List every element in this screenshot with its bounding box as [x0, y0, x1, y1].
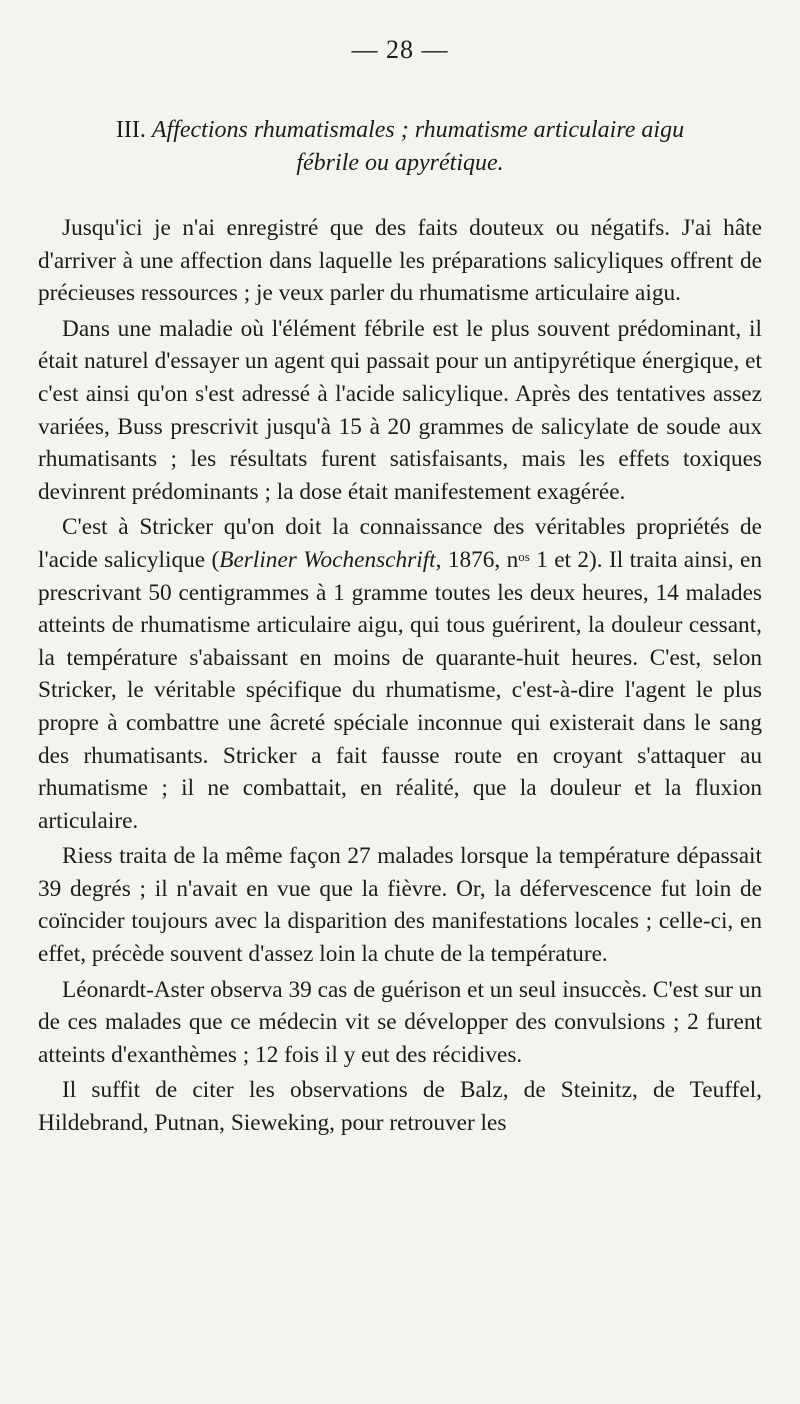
section-title-line1: Affections rhumatismales ; rhumatisme articulaire aigu: [151, 117, 685, 143]
page-number: — 28 —: [351, 35, 449, 64]
section-title-line2: fébrile ou apyrétique.: [296, 150, 504, 176]
paragraph-4: Riess traita de la même façon 27 malades lorsque la température dépassait 39 degrés ; il n'avait en vue que la fièvre. Or, la défervescence fut loin de coïncider toujours avec la disparition des manifestations locales ; celle-ci, en effet, précède souvent d'assez loin la chute de la température.: [38, 843, 762, 968]
paragraph-2: Dans une maladie où l'élément fébrile est le plus souvent prédominant, il était naturel d'essayer un agent qui passait pour un antipyrétique énergique, et c'est ainsi qu'on s'est adressé à l'acide salicylique. Après des tentatives assez variées, Buss prescrivit jusqu'à 15 à 20 grammes de salicylate de soude aux rhumatisants ; les résultats furent satisfaisants, mais les effets toxiques devinrent prédominants ; la dose était manifestement exagérée.: [38, 315, 762, 505]
journal-citation: Berliner Wochenschrift: [219, 546, 436, 573]
section-numeral: III.: [115, 117, 146, 143]
paragraph-1: Jusqu'ici je n'ai enregistré que des faits douteux ou négatifs. J'ai hâte d'arriver à une affection dans laquelle les préparations salicyliques offrent de précieuses ressources ; je veux parler du rhumatisme articulaire aigu.: [38, 215, 762, 307]
paragraph-3: [38, 511, 762, 837]
section-heading: [38, 114, 762, 180]
number-superscript: os: [518, 548, 530, 564]
paragraph-3-text-end: 1 et 2). Il traita ainsi, en prescrivant 50 centigrammes à 1 gramme toutes les deux heures, 14 malades atteints de rhumatisme articulaire aigu, qui tous guérirent, la douleur cessant, la température s'abaissant en moins de quarante-huit heures. C'est, selon Stricker, le véritable spécifique du rhumatisme, c'est-à-dire l'agent le plus propre à combattre une âcreté spéciale inconnue qui existerait dans le sang des rhumatisants. Stricker a fait fausse route en croyant s'attaquer au rhumatisme ; il ne combattait, en réalité, que la douleur et la fluxion articulaire.: [38, 546, 762, 834]
paragraph-3-reference: , 1876, n: [435, 546, 519, 573]
paragraph-5: Léonardt-Aster observa 39 cas de guérison et un seul insuccès. C'est sur un de ces malades que ce médecin vit se développer des convulsions ; 2 furent atteints d'exanthèmes ; 12 fois il y eut des récidives.: [38, 976, 762, 1068]
paragraph-3-text-start: C'est à Stricker qu'on doit la connaissance des véritables propriétés de l'acide salicylique (: [38, 514, 762, 573]
paragraph-6: Il suffit de citer les observations de Balz, de Steinitz, de Teuffel, Hildebrand, Putnan, Sieweking, pour retrouver les: [38, 1077, 762, 1137]
